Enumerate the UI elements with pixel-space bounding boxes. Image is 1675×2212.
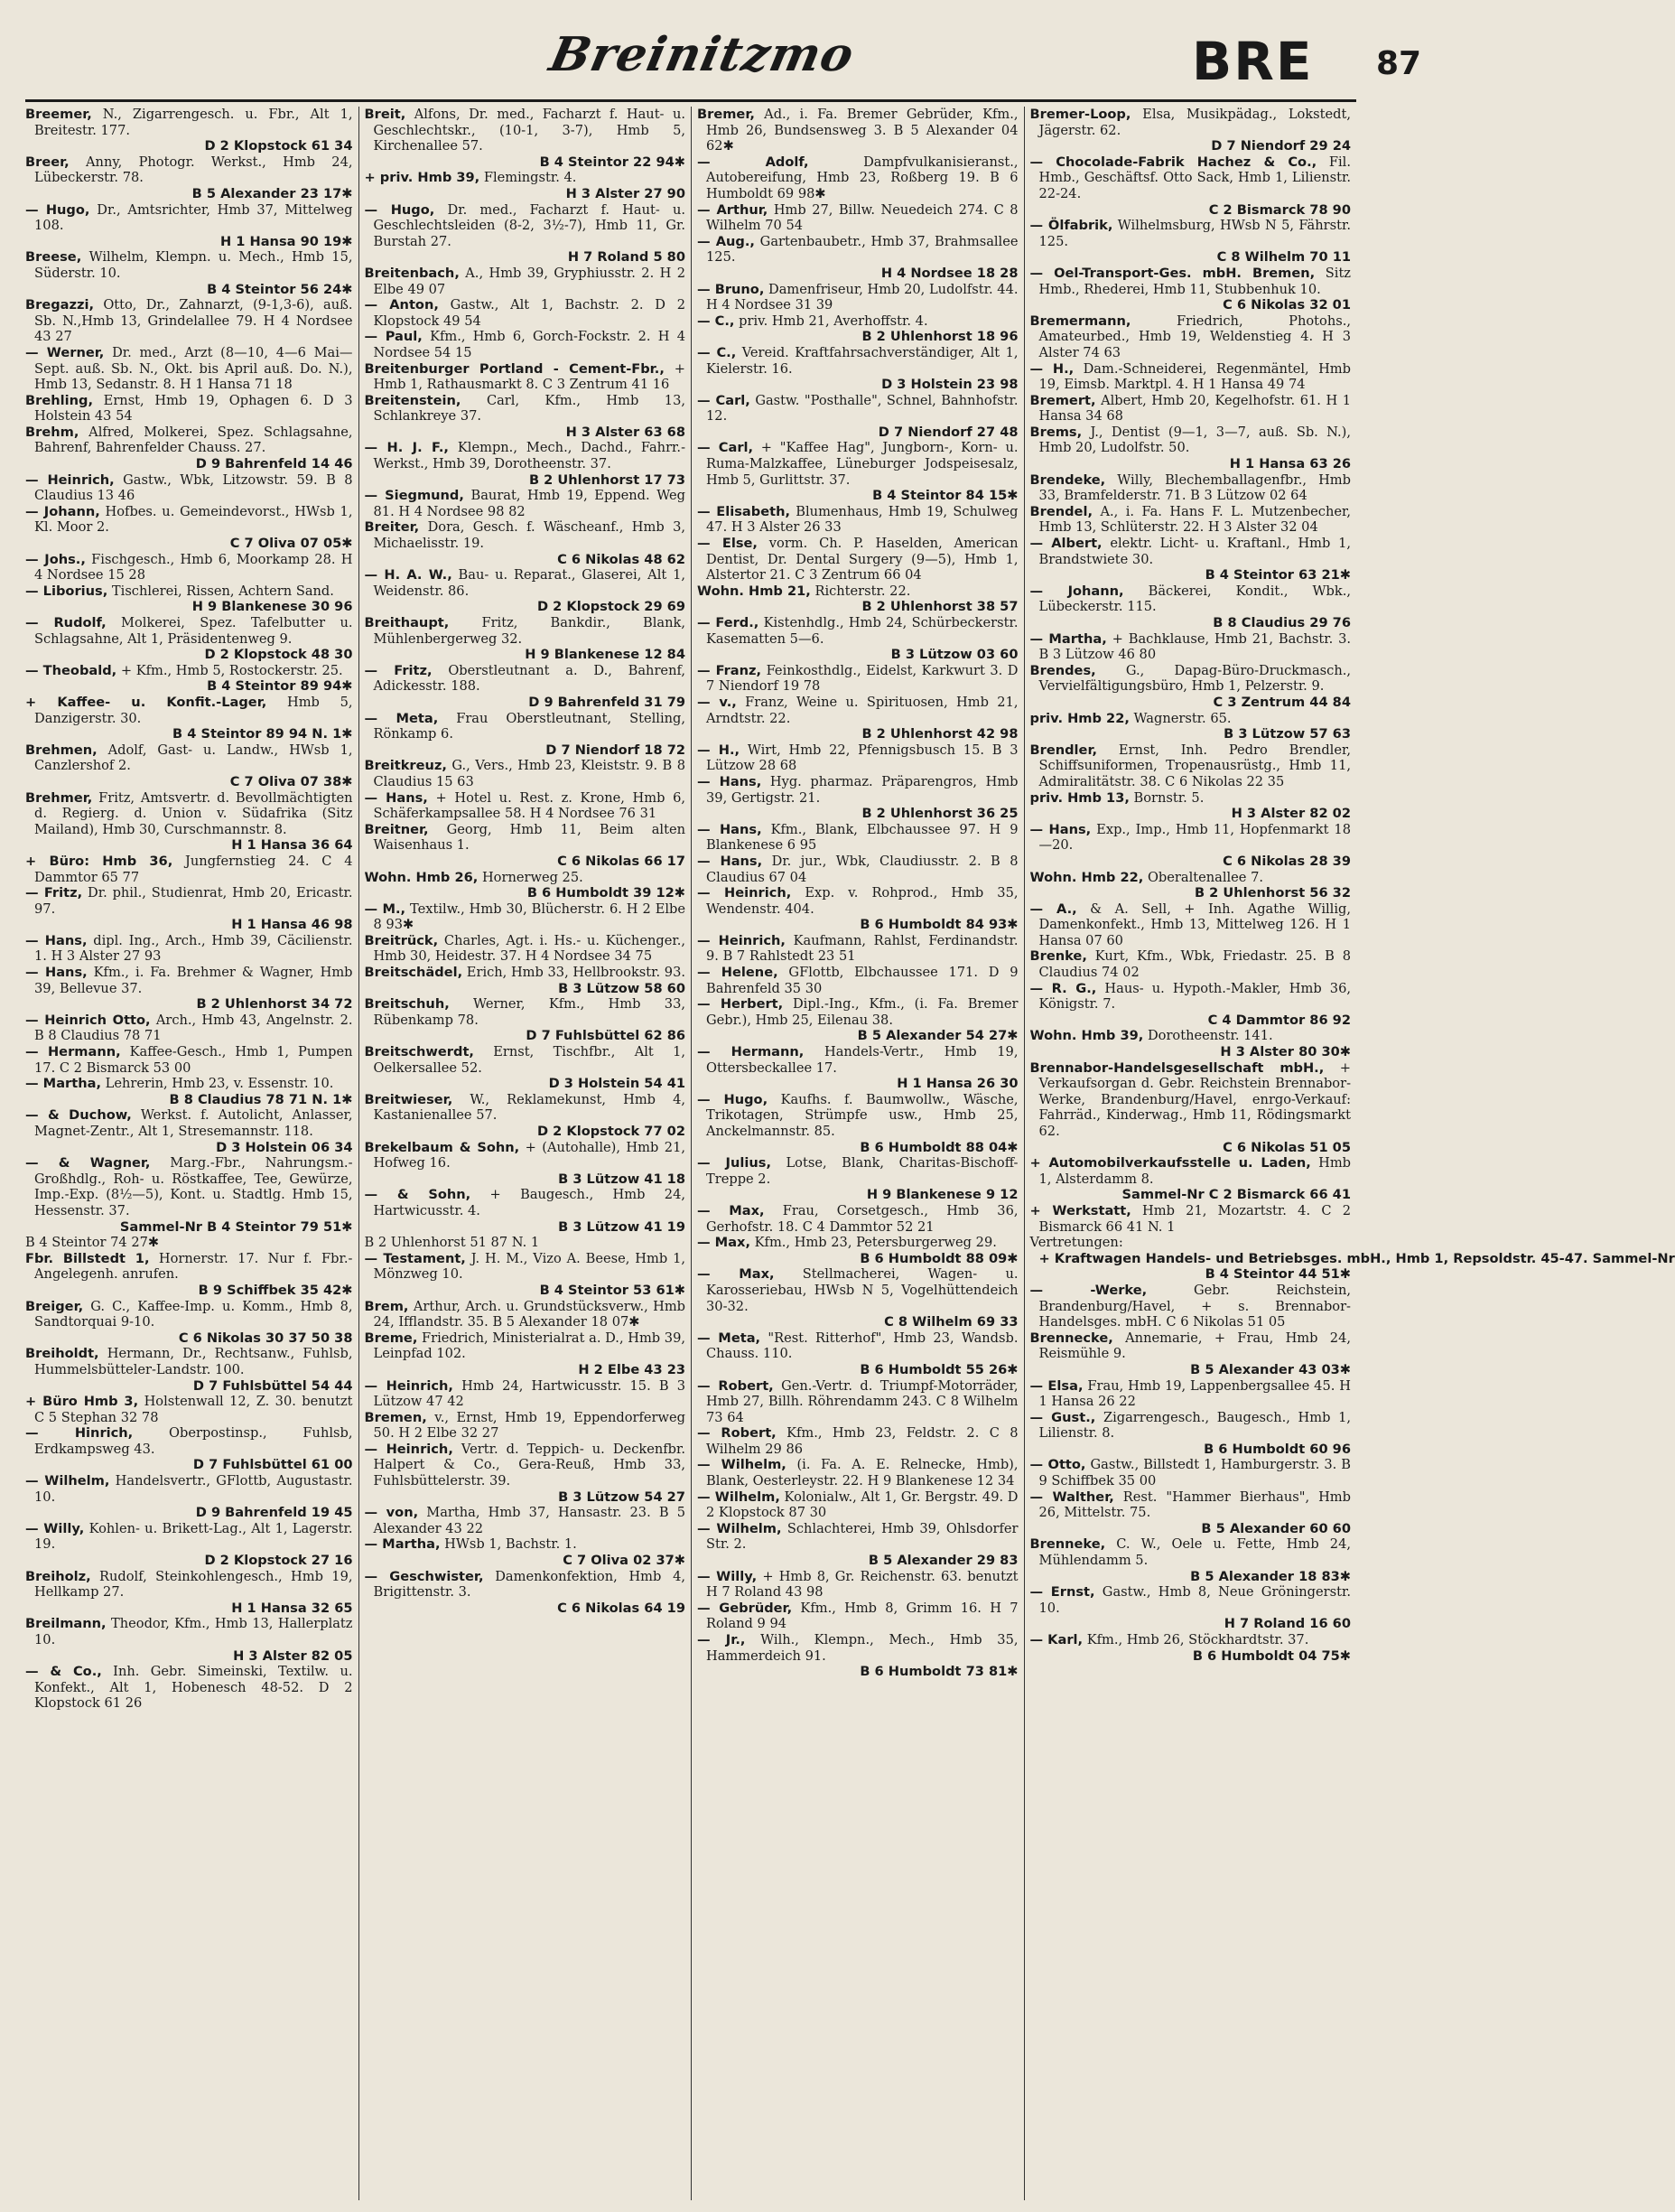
directory-entry: Breiholz, Rudolf, Steinkohlengesch., Hmb 19, Hellkamp 27. H 1 Hansa 32 65 — [25, 1568, 353, 1616]
directory-entry: — Hans, Exp., Imp., Hmb 11, Hopfenmarkt 18—20. C 6 Nikolas 28 39 — [1029, 821, 1351, 869]
directory-entry: Breitschädel, Erich, Hmb 33, Hellbrookstr. 93. B 3 Lützow 58 60 — [364, 965, 685, 996]
directory-entry: — & Sohn, + Baugesch., Hmb 24, Hartwicusstr. 4. B 3 Lützow 41 19 — [364, 1187, 686, 1235]
directory-entry: — Johann, Bäckerei, Kondit., Wbk., Lübeckerstr. 115. B 8 Claudius 29 76 — [1029, 583, 1351, 630]
directory-entry: — Wilhelm, Schlachterei, Hmb 39, Ohlsdorfer Str. 2. B 5 Alexander 29 83 — [697, 1520, 1019, 1569]
directory-entry: Breiter, Dora, Gesch. f. Wäscheanf., Hmb 3, Michaelisstr. 19. C 6 Nikolas 48 62 — [364, 519, 685, 567]
directory-entry: priv. Hmb 13, Bornstr. 5. H 3 Alster 82 02 — [1029, 789, 1351, 822]
directory-entry: + Büro: Hmb 36, Jungfernstieg 24. C 4 Dammtor 65 77 — [25, 853, 353, 885]
directory-entry: — Chocolade-Fabrik Hachez & Co., Fil. Hmb., Geschäftsf. Otto Sack, Hmb 1, Lilienstr. 22-24. C 2 Bismarck 78 90 — [1029, 154, 1351, 218]
directory-entry: Breme, Friedrich, Ministerialrat a. D., Hmb 39, Leinpfad 102. H 2 Elbe 43 23 — [364, 1330, 685, 1377]
directory-entry: — Elsa, Frau, Hmb 19, Lappenbergsallee 45. H 1 Hansa 26 22 — [1029, 1377, 1351, 1410]
directory-entry: — Theobald, + Kfm., Hmb 5, Rostockerstr. 25. B 4 Steintor 89 94✱ — [25, 662, 353, 695]
directory-entry: Wohn. Hmb 26, Hornerweg 25. B 6 Humboldt 39 12✱ — [364, 869, 685, 901]
directory-entry: — Heinrich, Vertr. d. Teppich- u. Deckenfbr. Halpert & Co., Gera-Reuß, Hmb 33, Fuhlsbüttelerstr. 39. B 3 Lützow 54 27 — [364, 1441, 686, 1505]
directory-entry: — Arthur, Hmb 27, Billw. Neuedeich 274. C 8 Wilhelm 70 54 — [697, 201, 1019, 234]
directory-entry: — Hans, Kfm., Blank, Elbchaussee 97. H 9 Blankenese 6 95 — [697, 821, 1019, 854]
directory-entry: — Otto, Gastw., Billstedt 1, Hamburgerstr. 3. B 9 Schiffbek 35 00 — [1029, 1457, 1351, 1489]
directory-entry: Breithaupt, Fritz, Bankdir., Blank, Mühlenbergerweg 32. H 9 Blankenese 12 84 — [364, 615, 685, 663]
directory-entry: — Max, Stellmacherei, Wagen- u. Karosseriebau, HWsb N 5, Vogelhüttendeich 30-32. C 8 Wilhelm 69 33 — [697, 1266, 1019, 1330]
directory-entry: — Carl, + "Kaffee Hag", Jungborn-, Korn- u. Ruma-Malzkaffee, Lüneburger Jodspeisesalz, Hmb 5, Gurlittstr. 37. B 4 Steintor 84 15✱ — [697, 440, 1019, 504]
directory-entry: — von, Martha, Hmb 37, Hansastr. 23. B 5 Alexander 43 22 — [364, 1505, 685, 1536]
directory-entry: — Carl, Gastw. "Posthalle", Schnel, Bahnhofstr. 12. D 7 Niendorf 27 48 — [697, 392, 1019, 440]
directory-entry: — Rudolf, Molkerei, Spez. Tafelbutter u. Schlagsahne, Alt 1, Präsidentenweg 9. D 2 Klopstock 48 30 — [25, 615, 353, 663]
directory-entry: — Willy, + Hmb 8, Gr. Reichenstr. 63. benutzt H 7 Roland 43 98 — [697, 1568, 1019, 1601]
directory-entry: Wohn. Hmb 22, Oberaltenallee 7. B 2 Uhlenhorst 56 32 — [1029, 869, 1351, 901]
directory-entry: + Werkstatt, Hmb 21, Mozartstr. 4. C 2 Bismarck 66 41 N. 1 — [1029, 1202, 1351, 1235]
directory-entry: Breitwieser, W., Reklamekunst, Hmb 4, Kastanienallee 57. D 2 Klopstock 77 02 — [364, 1091, 685, 1139]
directory-entry: — Hans, Dr. jur., Wbk, Claudiusstr. 2. B 8 Claudius 67 04 — [697, 853, 1019, 885]
directory-entry: — Wilhelm, Kolonialw., Alt 1, Gr. Bergstr. 49. D 2 Klopstock 87 30 — [697, 1489, 1019, 1521]
directory-entry: — Helene, GFlottb, Elbchaussee 171. D 9 Bahrenfeld 35 30 — [697, 965, 1019, 996]
directory-entry: — Elisabeth, Blumenhaus, Hmb 19, Schulweg 47. H 3 Alster 26 33 — [697, 503, 1019, 536]
directory-entry: Breitschuh, Werner, Kfm., Hmb 33, Rübenkamp 78. D 7 Fuhlsbüttel 62 86 — [364, 996, 685, 1044]
directory-entry: — Martha, HWsb 1, Bachstr. 1. C 7 Oliva 02 37✱ — [364, 1536, 685, 1569]
directory-entry: — Heinrich, Gastw., Wbk, Litzowstr. 59. B 8 Claudius 13 46 — [25, 471, 353, 504]
directory-entry: — Geschwister, Damenkonfektion, Hmb 4, Brigittenstr. 3. C 6 Nikolas 64 19 — [364, 1568, 685, 1616]
directory-entry: + Büro Hmb 3, Holstenwall 12, Z. 30. benutzt C 5 Stephan 32 78 — [25, 1394, 353, 1425]
directory-entry: — Hugo, Dr., Amtsrichter, Hmb 37, Mittelweg 108. H 1 Hansa 90 19✱ — [25, 201, 353, 249]
directory-entry: — -Werke, Gebr. Reichstein, Brandenburg/Havel, + s. Brennabor-Handelsges. mbH. C 6 Nikolas 51 05 — [1029, 1282, 1351, 1330]
directory-entry: — Testament, J. H. M., Vizo A. Beese, Hmb 1, Mönzweg 10. B 4 Steintor 53 61✱ — [364, 1250, 685, 1298]
directory-entry: — Hugo, Dr. med., Facharzt f. Haut- u. Geschlechtsleiden (8-2, 3½-7), Hmb 11, Gr. Burstah 27. H 7 Roland 5 80 — [364, 201, 685, 266]
directory-entry: — Max, Kfm., Hmb 23, Petersburgerweg 29. B 6 Humboldt 88 09✱ — [697, 1235, 1019, 1266]
directory-entry: Breitschwerdt, Ernst, Tischfbr., Alt 1, Oelkersallee 52. D 3 Holstein 54 41 — [364, 1044, 685, 1092]
header-script-word: Breinitzmo — [544, 27, 860, 82]
directory-entry: Brendel, A., i. Fa. Hans F. L. Mutzenbecher, Hmb 13, Schlüterstr. 22. H 3 Alster 32 04 — [1029, 503, 1351, 536]
directory-entry: Breit, Alfons, Dr. med., Facharzt f. Haut- u. Geschlechtskr., (10-1, 3-7), Hmb 5, Kirchenallee 57. B 4 Steintor 22 94✱ — [364, 107, 685, 170]
directory-entry: — Anton, Gastw., Alt 1, Bachstr. 2. D 2 Klopstock 49 54 — [364, 297, 685, 329]
directory-entry: — Fritz, Dr. phil., Studienrat, Hmb 20, Ericastr. 97. H 1 Hansa 46 98 — [25, 885, 353, 933]
directory-entry: Breiholdt, Hermann, Dr., Rechtsanw., Fuhlsb, Hummelsbütteler-Landstr. 100. D 7 Fuhlsbüttel 54 44 — [25, 1346, 353, 1394]
directory-entry: Wohn. Hmb 39, Dorotheenstr. 141. H 3 Alster 80 30✱ — [1029, 1028, 1351, 1060]
directory-entry: Brennecke, Annemarie, + Frau, Hmb 24, Reismühle 9. B 5 Alexander 43 03✱ — [1029, 1330, 1351, 1377]
directory-entry: — Jr., Wilh., Klempn., Mech., Hmb 35, Hammerdeich 91. B 6 Humboldt 73 81✱ — [697, 1632, 1019, 1680]
directory-entry: — C., Vereid. Kraftfahrsachverständiger, Alt 1, Kielerstr. 16. D 3 Holstein 23 98 — [697, 344, 1019, 393]
directory-entry: — Johann, Hofbes. u. Gemeindevorst., HWsb 1, Kl. Moor 2. C 7 Oliva 07 05✱ — [25, 503, 353, 552]
directory-entry: + Kaffee- u. Konfit.-Lager, Hmb 5, Danzigerstr. 30. B 4 Steintor 89 94 N. 1✱ — [25, 694, 353, 742]
header-rule — [25, 99, 1356, 102]
directory-entry: — Hans, Kfm., i. Fa. Brehmer & Wagner, Hmb 39, Bellevue 37. B 2 Uhlenhorst 34 72 — [25, 965, 353, 1013]
directory-entry: Bregazzi, Otto, Dr., Zahnarzt, (9-1,3-6), auß. Sb. N.,Hmb 13, Grindelallee 79. H 4 Nordsee 43 27 — [25, 297, 353, 345]
directory-entry: — Hans, dipl. Ing., Arch., Hmb 39, Cäcilienstr. 1. H 3 Alster 27 93 — [25, 932, 353, 965]
directory-entry: Bremen, v., Ernst, Hmb 19, Eppendorferweg 50. H 2 Elbe 32 27 — [364, 1409, 685, 1442]
directory-entry: — Wilhelm, Handelsvertr., GFlottb, Augustastr. 10. D 9 Bahrenfeld 19 45 — [25, 1473, 353, 1521]
directory-entry: Breemer, N., Zigarrengesch. u. Fbr., Alt 1, Breitestr. 177. D 2 Klopstock 61 34 — [25, 107, 353, 154]
directory-entry: — H. A. W., Bau- u. Reparat., Glaserei, Alt 1, Weidenstr. 86. D 2 Klopstock 29 69 — [364, 567, 685, 615]
directory-entry: — H., Wirt, Hmb 22, Pfennigsbusch 15. B 3 Lützow 28 68 — [697, 742, 1019, 774]
directory-entry: Brendeke, Willy, Blechemballagenfbr., Hmb 33, Bramfelderstr. 71. B 3 Lützow 02 64 — [1029, 471, 1351, 504]
directory-entry: Brehm, Alfred, Molkerei, Spez. Schlagsahne, Bahrenf, Bahrenfelder Chauss. 27. D 9 Bahrenfeld 14 46 — [25, 424, 353, 472]
column-4 — [1024, 107, 1675, 2200]
directory-entry: — Max, Frau, Corsetgesch., Hmb 36, Gerhofstr. 18. C 4 Dammtor 52 21 — [697, 1202, 1019, 1235]
directory-entry: — Meta, Frau Oberstleutnant, Stelling, Rönkamp 6. D 7 Niendorf 18 72 — [364, 710, 685, 758]
directory-entry: Brendler, Ernst, Inh. Pedro Brendler, Schiffsuniformen, Tropenausrüstg., Hmb 11, Admiralitätstr. 38. C 6 Nikolas 22 35 — [1029, 742, 1351, 789]
directory-entry: Breer, Anny, Photogr. Werkst., Hmb 24, Lübeckerstr. 78. B 5 Alexander 23 17✱ — [25, 154, 353, 201]
directory-entry: — Ferd., Kistenhdlg., Hmb 24, Schürbeckerstr. Kasematten 5—6. B 3 Lützow 03 60 — [697, 615, 1019, 663]
directory-entry: Breitenbach, A., Hmb 39, Gryphiusstr. 2. H 2 Elbe 49 07 — [364, 265, 685, 297]
directory-entry: — Robert, Kfm., Hmb 23, Feldstr. 2. C 8 Wilhelm 29 86 — [697, 1425, 1019, 1457]
directory-entry: — Robert, Gen.-Vertr. d. Triumpf-Motorräder, Hmb 27, Billh. Röhrendamm 243. C 8 Wilhelm 73 64 — [697, 1377, 1019, 1425]
directory-entry: — Hinrich, Oberpostinsp., Fuhlsb, Erdkampsweg 43. D 7 Fuhlsbüttel 61 00 — [25, 1425, 353, 1473]
directory-entry: — Oel-Transport-Ges. mbH. Bremen, Sitz Hmb., Rhederei, Hmb 11, Stubbenhuk 10. C 6 Nikolas 32 01 — [1029, 265, 1351, 313]
directory-entry: Bremert, Albert, Hmb 20, Kegelhofstr. 61. H 1 Hansa 34 68 — [1029, 392, 1351, 425]
directory-entry: Brehmer, Fritz, Amtsvertr. d. Bevollmächtigten d. Regierg. d. Union v. Südafrika (Sitz Mailand), Hmb 30, Curschmannstr. 8. H 1 Hansa 36 64 — [25, 789, 353, 854]
directory-entry: Bremer, Ad., i. Fa. Bremer Gebrüder, Kfm., Hmb 26, Bundsensweg 3. B 5 Alexander 04 62✱ — [697, 107, 1019, 154]
directory-entry: Breilmann, Theodor, Kfm., Hmb 13, Hallerplatz 10. H 3 Alster 82 05 — [25, 1616, 353, 1664]
directory-entry: — M., Textilw., Hmb 30, Blücherstr. 6. H 2 Elbe 8 93✱ — [364, 901, 685, 933]
directory-entry: — Fritz, Oberstleutnant a. D., Bahrenf, Adickesstr. 188. D 9 Bahrenfeld 31 79 — [364, 662, 685, 710]
directory-entry: — Johs., Fischgesch., Hmb 6, Moorkamp 28. H 4 Nordsee 15 28 — [25, 551, 353, 583]
directory-entry: B 2 Uhlenhorst 51 87 N. 1 — [364, 1235, 540, 1251]
directory-entry: Bremer-Loop, Elsa, Musikpädag., Lokstedt, Jägerstr. 62. D 7 Niendorf 29 24 — [1029, 107, 1351, 154]
directory-entry: — A., & A. Sell, + Inh. Agathe Willig, Damenkonfekt., Hmb 13, Mittelweg 126. H 1 Hansa 07 60 — [1029, 901, 1351, 948]
directory-entry: — Wilhelm, (i. Fa. A. E. Relnecke, Hmb), Blank, Oesterleystr. 22. H 9 Blankenese 12 34 — [697, 1457, 1019, 1489]
directory-entry: — H., Dam.-Schneiderei, Regenmäntel, Hmb 19, Eimsb. Marktpl. 4. H 1 Hansa 49 74 — [1029, 360, 1351, 393]
directory-entry: — Walther, Rest. "Hammer Bierhaus", Hmb 26, Mittelstr. 75. B 5 Alexander 60 60 — [1029, 1489, 1351, 1536]
directory-entry: — Martha, Lehrerin, Hmb 23, v. Essenstr. 10. B 8 Claudius 78 71 N. 1✱ — [25, 1076, 353, 1107]
directory-entry: Breitrück, Charles, Agt. i. Hs.- u. Küchenger., Hmb 30, Heidestr. 37. H 4 Nordsee 34 75 — [364, 932, 685, 965]
directory-entry: Brehling, Ernst, Hmb 19, Ophagen 6. D 3 Holstein 43 54 — [25, 392, 353, 425]
directory-entry: Breiger, G. C., Kaffee-Imp. u. Komm., Hmb 8, Sandtorquai 9-10. C 6 Nikolas 30 37 50 38 — [25, 1298, 353, 1346]
directory-entry: — Gust., Zigarrengesch., Baugesch., Hmb 1, Lilienstr. 8. B 6 Humboldt 60 96 — [1029, 1409, 1351, 1457]
page-number: 87 — [1376, 45, 1422, 82]
directory-entry: — Hermann, Handels-Vertr., Hmb 19, Ottersbeckallee 17. H 1 Hansa 26 30 — [697, 1044, 1019, 1092]
directory-entry: Breitner, Georg, Hmb 11, Beim alten Waisenhaus 1. C 6 Nikolas 66 17 — [364, 821, 685, 869]
directory-entry: Fbr. Billstedt 1, Hornerstr. 17. Nur f. Fbr.-Angelegenh. anrufen. B 9 Schiffbek 35 42✱ — [25, 1250, 353, 1298]
directory-entry: — Martha, + Bachklause, Hmb 21, Bachstr. 3. B 3 Lützow 46 80 — [1029, 630, 1352, 663]
directory-entry: — Ölfabrik, Wilhelmsburg, HWsb N 5, Fährstr. 125. C 8 Wilhelm 70 11 — [1029, 218, 1351, 266]
directory-entry: — Hans, Hyg. pharmaz. Präparengros, Hmb 39, Gertigstr. 21. B 2 Uhlenhorst 36 25 — [697, 773, 1019, 822]
directory-entry: Breese, Wilhelm, Klempn. u. Mech., Hmb 15, Süderstr. 10. B 4 Steintor 56 24✱ — [25, 249, 353, 297]
directory-entry: — Paul, Kfm., Hmb 6, Gorch-Fockstr. 2. H 4 Nordsee 54 15 — [364, 329, 685, 360]
directory-entry: — R. G., Haus- u. Hypoth.-Makler, Hmb 36, Königstr. 7. C 4 Dammtor 86 92 — [1029, 980, 1351, 1028]
directory-entry: Wohn. Hmb 21, Richterstr. 22. B 2 Uhlenhorst 38 57 — [697, 583, 1019, 615]
directory-entry: — Adolf, Dampfvulkanisieranst., Autobereifung, Hmb 23, Roßberg 19. B 6 Humboldt 69 98✱ — [697, 154, 1019, 201]
directory-entry: + priv. Hmb 39, Flemingstr. 4. H 3 Alster 27 90 — [364, 170, 685, 201]
directory-entry: — & Duchow, Werkst. f. Autolicht, Anlasser, Magnet-Zentr., Alt 1, Stresemannstr. 118. D 3 Holstein 06 34 — [25, 1107, 353, 1155]
directory-entry: — & Co., Inh. Gebr. Simeinski, Textilw. u. Konfekt., Alt 1, Hobenesch 48-52. D 2 Klopstock 61 26 — [25, 1664, 353, 1712]
directory-entry: Breitenburger Portland - Cement-Fbr., + Hmb 1, Rathausmarkt 8. C 3 Zentrum 41 16 — [364, 360, 685, 393]
directory-columns — [25, 107, 1675, 2200]
directory-entry: — Heinrich, Hmb 24, Hartwicusstr. 15. B 3 Lützow 47 42 — [364, 1377, 685, 1410]
directory-entry: — H. J. F., Klempn., Mech., Dachd., Fahrr.-Werkst., Hmb 39, Dorotheenstr. 37. B 2 Uhlenhorst 17 73 — [364, 440, 686, 488]
directory-entry: — Heinrich Otto, Arch., Hmb 43, Angelnstr. 2. B 8 Claudius 78 71 — [25, 1012, 353, 1044]
directory-entry: — Siegmund, Baurat, Hmb 19, Eppend. Weg 81. H 4 Nordsee 98 82 — [364, 488, 685, 519]
directory-entry: Brekelbaum & Sohn, + (Autohalle), Hmb 21, Hofweg 16. B 3 Lützow 41 18 — [364, 1139, 685, 1187]
directory-entry: — Werner, Dr. med., Arzt (8—10, 4—6 Mai—Sept. auß. Sb. N., Okt. bis April auß. Do. N.), Hmb 13, Sedanstr. 8. H 1 Hansa 71 18 — [25, 344, 353, 393]
column-2 — [358, 107, 692, 2200]
directory-entry: — Albert, elektr. Licht- u. Kraftanl., Hmb 1, Brandstwiete 30. B 4 Steintor 63 21✱ — [1029, 536, 1351, 583]
directory-entry: — Meta, "Rest. Ritterhof", Hmb 23, Wandsb. Chauss. 110. B 6 Humboldt 55 26✱ — [697, 1330, 1019, 1377]
directory-entry: — v., Franz, Weine u. Spirituosen, Hmb 21, Arndtstr. 22. B 2 Uhlenhorst 42 98 — [697, 694, 1019, 742]
directory-entry: — Else, vorm. Ch. P. Haselden, American Dentist, Dr. Dental Surgery (9—5), Hmb 1, Alstertor 21. C 3 Zentrum 66 04 — [697, 536, 1019, 583]
directory-entry: — Gebrüder, Kfm., Hmb 8, Grimm 16. H 7 Roland 9 94 — [697, 1600, 1019, 1632]
column-3 — [691, 107, 1024, 2200]
directory-entry: — & Wagner, Marg.-Fbr., Nahrungsm.-Großhdlg., Roh- u. Röstkaffee, Tee, Gewürze, Imp.-Exp. (8½—5), Kont. u. Stadtlg. Hmb 15, Hessenstr. 37. Sammel-Nr B 4 Steintor 79 51✱ — [25, 1155, 353, 1235]
directory-entry: Brenke, Kurt, Kfm., Wbk, Friedastr. 25. B 8 Claudius 74 02 — [1029, 948, 1351, 981]
directory-entry: Breitenstein, Carl, Kfm., Hmb 13, Schlankreye 37. H 3 Alster 63 68 — [364, 392, 685, 440]
directory-entry: Brems, J., Dentist (9—1, 3—7, auß. Sb. N.), Hmb 20, Ludolfstr. 50. H 1 Hansa 63 26 — [1029, 424, 1351, 472]
column-1 — [25, 107, 358, 2200]
directory-entry: — Heinrich, Exp. v. Rohprod., Hmb 35, Wendenstr. 404. B 6 Humboldt 84 93✱ — [697, 885, 1019, 933]
directory-entry: — Karl, Kfm., Hmb 26, Stöckhardtstr. 37. B 6 Humboldt 04 75✱ — [1029, 1632, 1351, 1664]
directory-entry: Brendes, G., Dapag-Büro-Druckmasch., Vervielfältigungsbüro, Hmb 1, Pelzerstr. 9. C 3 Zentrum 44 84 — [1029, 662, 1351, 710]
directory-entry: Brennabor-Handelsgesellschaft mbH., + Verkaufsorgan d. Gebr. Reichstein Brennabor-Werke, Brandenburg/Havel, enrgo-Verkauf: Fahrräd., Kinderwag., Hmb 11, Rödingsmarkt 62. C 6 Nikolas 51 05 — [1029, 1059, 1351, 1155]
header-index-key: BRE — [1192, 31, 1314, 92]
directory-entry: — Aug., Gartenbaubetr., Hmb 37, Brahmsallee 125. H 4 Nordsee 18 28 — [697, 233, 1019, 281]
directory-entry: — Franz, Feinkosthdlg., Eidelst, Karkwurt 3. D 7 Niendorf 19 78 — [697, 662, 1019, 695]
directory-entry: — Bruno, Damenfriseur, Hmb 20, Ludolfstr. 44. H 4 Nordsee 31 39 — [697, 281, 1019, 313]
directory-entry: + Automobilverkaufsstelle u. Laden, Hmb 1, Alsterdamm 8. Sammel-Nr C 2 Bismarck 66 41 — [1029, 1155, 1352, 1203]
directory-entry: priv. Hmb 22, Wagnerstr. 65. B 3 Lützow 57 63 — [1029, 710, 1351, 742]
directory-entry: — Herbert, Dipl.-Ing., Kfm., (i. Fa. Bremer Gebr.), Hmb 25, Eilenau 38. B 5 Alexander 54 27✱ — [697, 996, 1019, 1044]
directory-entry: Vertretungen: + Kraftwagen Handels- und Betriebsges. mbH., Hmb 1, Repsoldstr. 45-47. Sammel-Nr B 4 Steintor 44 51✱ — [1029, 1235, 1675, 1283]
directory-entry: Brem, Arthur, Arch. u. Grundstücksverw., Hmb 24, Ifflandstr. 35. B 5 Alexander 18 07✱ — [364, 1298, 685, 1330]
directory-entry: — Hermann, Kaffee-Gesch., Hmb 1, Pumpen 17. C 2 Bismarck 53 00 — [25, 1044, 353, 1076]
directory-entry: — Willy, Kohlen- u. Brikett-Lag., Alt 1, Lagerstr. 19. D 2 Klopstock 27 16 — [25, 1520, 353, 1569]
directory-entry: — Hans, + Hotel u. Rest. z. Krone, Hmb 6, Schäferkampsallee 58. H 4 Nordsee 76 31 — [364, 789, 685, 822]
directory-entry: Bremermann, Friedrich, Photohs., Amateurbed., Hmb 19, Weldenstieg 4. H 3 Alster 74 63 — [1029, 313, 1351, 360]
directory-entry: — Hugo, Kaufhs. f. Baumwollw., Wäsche, Trikotagen, Strümpfe usw., Hmb 25, Anckelmannstr. 85. B 6 Humboldt 88 04✱ — [697, 1091, 1019, 1155]
directory-entry: Brehmen, Adolf, Gast- u. Landw., HWsb 1, Canzlershof 2. C 7 Oliva 07 38✱ — [25, 742, 353, 789]
directory-entry: — Julius, Lotse, Blank, Charitas-Bischoff-Treppe 2. H 9 Blankenese 9 12 — [697, 1155, 1019, 1203]
directory-entry: — C., priv. Hmb 21, Averhoffstr. 4. B 2 Uhlenhorst 18 96 — [697, 313, 1019, 345]
directory-entry: Breitkreuz, G., Vers., Hmb 23, Kleiststr. 9. B 8 Claudius 15 63 — [364, 758, 685, 789]
directory-entry: — Heinrich, Kaufmann, Rahlst, Ferdinandstr. 9. B 7 Rahlstedt 23 51 — [697, 932, 1019, 965]
page-header — [0, 0, 1445, 101]
directory-entry: — Ernst, Gastw., Hmb 8, Neue Gröningerstr. 10. H 7 Roland 16 60 — [1029, 1584, 1351, 1632]
directory-entry: Brenneke, C. W., Oele u. Fette, Hmb 24, Mühlendamm 5. B 5 Alexander 18 83✱ — [1029, 1536, 1351, 1584]
directory-entry: B 4 Steintor 74 27✱ — [25, 1235, 160, 1251]
directory-entry: — Liborius, Tischlerei, Rissen, Achtern Sand. H 9 Blankenese 30 96 — [25, 583, 353, 615]
